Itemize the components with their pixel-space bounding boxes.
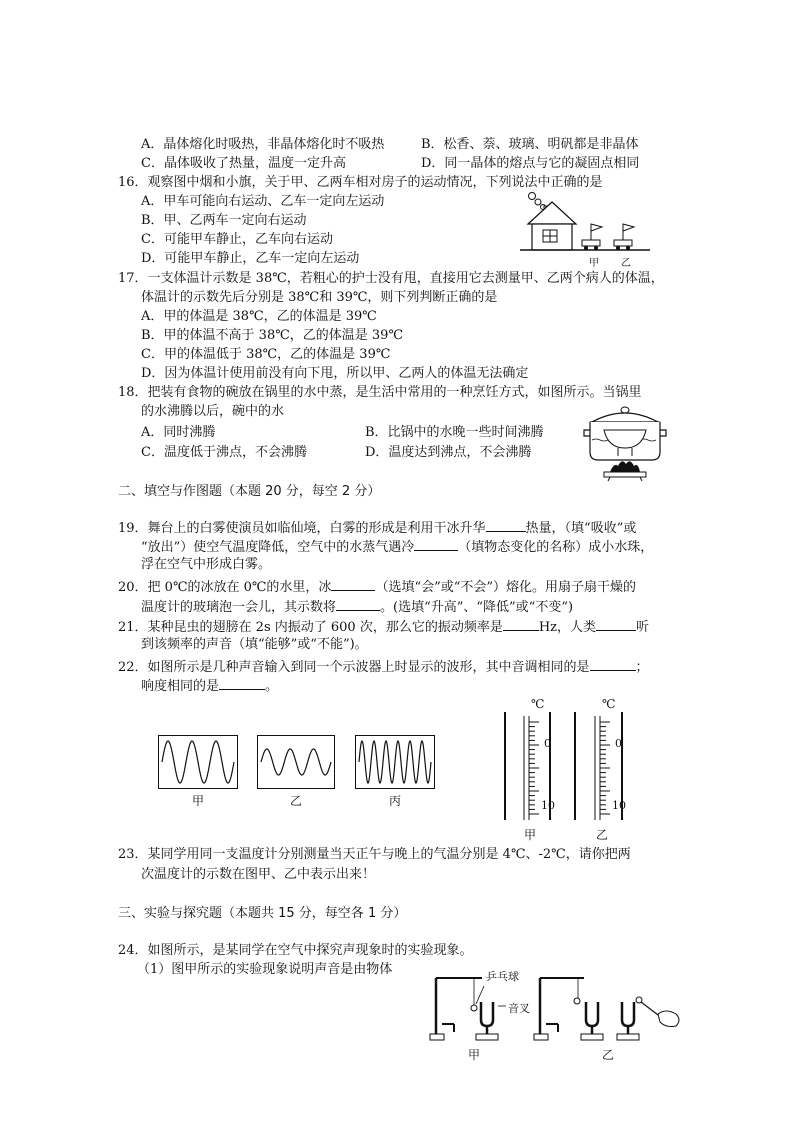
- q18-option-a: A．同时沸腾: [141, 425, 216, 440]
- q22-blank-2[interactable]: [219, 676, 265, 690]
- q22-text-2: ；: [635, 660, 649, 675]
- q19-line-1: [118, 518, 636, 538]
- q21-text-1: 21．某种昆虫的翅膀在 2s 内振动了 600 次，那么它的振动频率是: [118, 620, 503, 635]
- q17-stem-2: 体温计的示数先后分别是 38℃和 39℃，则下列判断正确的是: [141, 290, 498, 305]
- q21-text-2: Hz，人类: [538, 620, 597, 635]
- q23-line-2: 次温度计的示数在图甲、乙中表示出来！: [141, 867, 376, 882]
- q17-option-d: D．因为体温计使用前没有向下甩，所以甲、乙两人的体温无法确定: [141, 366, 529, 381]
- q23-line-1: 23．某同学用同一支温度计分别测量当天正午与晚上的气温分别是 4℃、-2℃，请你把两: [118, 847, 631, 862]
- q16-stem: 16．观察图中烟和小旗，关于甲、乙两车相对房子的运动情况，下列说法中正确的是: [118, 175, 603, 190]
- q15-option-d: D．同一晶体的熔点与它的凝固点相同: [421, 156, 640, 171]
- thermo-jia-unit: ℃: [531, 697, 545, 711]
- thermo-yi-unit: ℃: [602, 697, 616, 711]
- q19-line-3: 浮在空气中形成白雾。: [141, 557, 272, 572]
- q17-option-a: A．甲的体温是 38℃，乙的体温是 39℃: [141, 309, 377, 324]
- q21-blank-1[interactable]: [503, 617, 539, 631]
- q20-line-1: [118, 577, 636, 597]
- q19-line-2: [141, 537, 653, 557]
- q20-blank-1[interactable]: [331, 577, 375, 591]
- thermo-label-yi: 乙: [596, 828, 609, 842]
- q19-text-2: 热量，（填“吸收”或: [525, 521, 637, 536]
- tuning-fork-figure: [426, 964, 686, 1046]
- q22-line-2: [141, 676, 278, 696]
- q16-option-b: B．甲、乙两车一定向右运动: [141, 213, 307, 228]
- q20-text-4: 。(选填“升高”、“降低”或“不变”): [380, 600, 574, 615]
- q16-option-c: C．可能甲车静止，乙车向右运动: [141, 232, 333, 247]
- q24-label-fork: 音叉: [508, 1002, 530, 1015]
- q17-option-b: B．甲的体温不高于 38℃，乙的体温是 39℃: [141, 328, 403, 343]
- q22-blank-1[interactable]: [590, 657, 636, 671]
- q16-fig-label-jia: 甲: [589, 258, 599, 269]
- q20-blank-2[interactable]: [336, 597, 380, 611]
- q22-text-3: 响度相同的是: [141, 679, 220, 694]
- q15-option-b: B．松香、萘、玻璃、明矾都是非晶体: [421, 137, 639, 152]
- q24-sub-1: （1）图甲所示的实验现象说明声音是由物体: [137, 962, 393, 977]
- q19-text-4: （填物态变化的名称）成小水珠，: [458, 540, 654, 555]
- waveform-label-yi: 乙: [290, 794, 303, 808]
- q18-option-b: B．比锅中的水晚一些时间沸腾: [365, 425, 544, 440]
- q16-option-a: A．甲车可能向右运动、乙车一定向左运动: [141, 194, 385, 209]
- q20-line-2: [141, 597, 573, 617]
- section-2-title: 二、填空与作图题（本题 20 分，每空 2 分）: [118, 484, 381, 499]
- q22-text-4: 。: [265, 679, 279, 694]
- thermo-label-jia: 甲: [524, 828, 537, 842]
- q24-label-ball: 乒乓球: [486, 970, 519, 983]
- waveform-label-jia: 甲: [192, 794, 205, 808]
- q22-text-1: 22．如图所示是几种声音输入到同一个示波器上时显示的波形，其中音调相同的是: [118, 660, 590, 675]
- steaming-pot-figure: [580, 400, 670, 482]
- q16-fig-label-yi: 乙: [621, 258, 631, 269]
- q21-blank-2[interactable]: [596, 617, 636, 631]
- q22-line-1: [118, 657, 649, 677]
- q20-text-3: 温度计的玻璃泡一会儿，其示数将: [141, 600, 337, 615]
- q24-stem: 24．如图所示，是某同学在空气中探究声现象时的实验现象。: [118, 943, 473, 958]
- waveform-label-bing: 丙: [389, 794, 402, 808]
- q24-label-yi: 乙: [602, 1048, 615, 1062]
- waveform-bing: [355, 735, 435, 789]
- q19-text-3: “放出”）使空气温度降低，空气中的水蒸气遇冷: [141, 540, 415, 555]
- q19-text-1: 19．舞台上的白雾使演员如临仙境，白雾的形成是利用干冰升华: [118, 521, 486, 536]
- section-3-title: 三、实验与探究题（本题共 15 分，每空各 1 分）: [118, 906, 407, 921]
- q21-text-3: 听: [636, 620, 650, 635]
- waveform-yi: [257, 735, 335, 789]
- q21-line-1: [118, 617, 649, 637]
- q21-line-2: 到该频率的声音（填“能够”或“不能”)。: [141, 637, 368, 652]
- q20-text-1: 20．把 0℃的冰放在 0℃的水里，冰: [118, 580, 332, 595]
- q16-option-d: D．可能甲车静止，乙车一定向左运动: [141, 251, 360, 266]
- house-flags-figure: [510, 186, 660, 266]
- q24-label-jia: 甲: [468, 1048, 481, 1062]
- q17-option-c: C．甲的体温低于 38℃，乙的体温是 39℃: [141, 347, 391, 362]
- q18-stem-1: 18．把装有食物的碗放在锅里的水中蒸，是生活中常用的一种烹饪方式，如图所示。当锅里: [118, 385, 642, 400]
- q19-blank-2[interactable]: [414, 537, 458, 551]
- q18-option-c: C．温度低于沸点，不会沸腾: [141, 445, 307, 460]
- thermo-jia-tick-10: 10: [541, 799, 555, 812]
- thermo-yi-tick-0: 0: [615, 737, 622, 750]
- q15-option-c: C．晶体吸收了热量，温度一定升高: [141, 156, 346, 171]
- q17-stem-1: 17．一支体温计示数是 38℃，若粗心的护士没有甩，直接用它去测量甲、乙两个病人的体温，: [118, 271, 664, 286]
- q18-stem-2: 的水沸腾以后，碗中的水: [141, 404, 285, 419]
- thermo-yi-tick-10: 10: [612, 799, 626, 812]
- q19-blank-1[interactable]: [486, 518, 526, 532]
- q15-option-a: A．晶体熔化时吸热，非晶体熔化时不吸热: [141, 137, 385, 152]
- q18-option-d: D．温度达到沸点，不会沸腾: [365, 445, 532, 460]
- thermo-jia-tick-0: 0: [544, 737, 551, 750]
- waveform-jia: [158, 735, 238, 789]
- q20-text-2: （选填“会”或“不会”）熔化。用扇子扇干燥的: [375, 580, 637, 595]
